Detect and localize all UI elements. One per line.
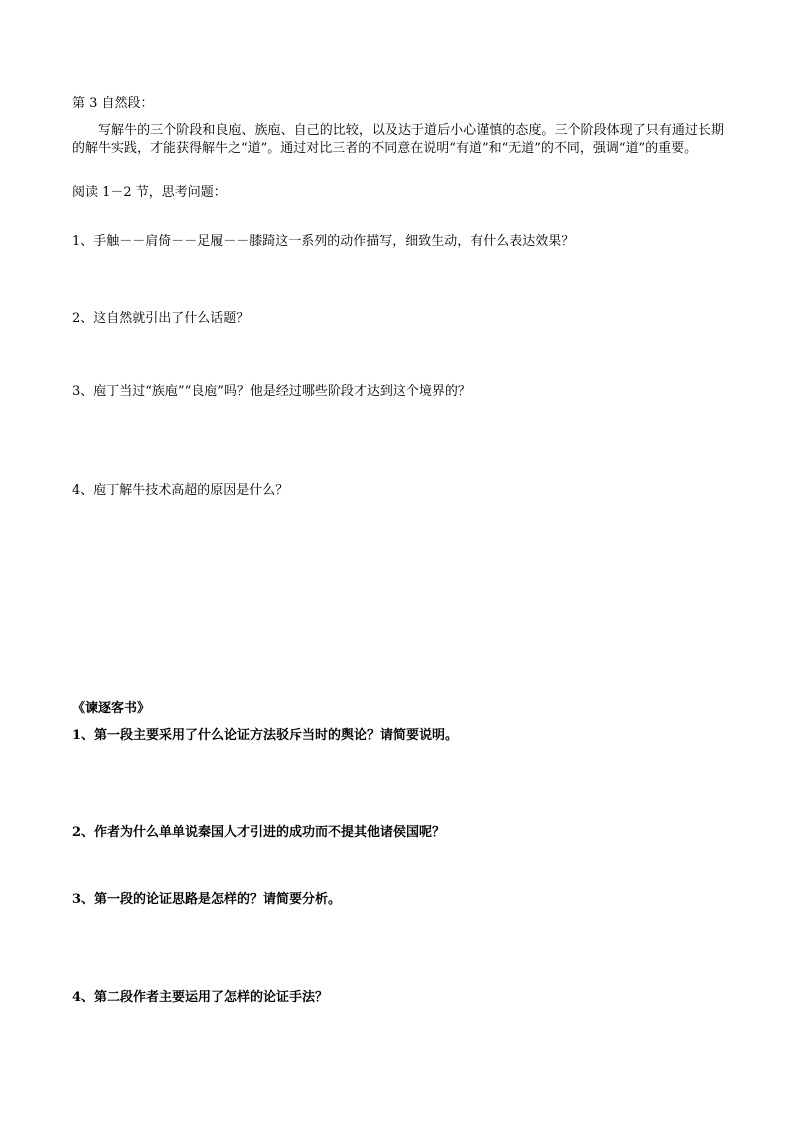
summary-paragraph: 写解牛的三个阶段和良庖、族庖、自己的比较，以及达于道后小心谨慎的态度。三个阶段体现了只有通过长期的解牛实践，才能获得解牛之“道”。通过对比三者的不同意在说明“有道”和“无道”的不同，强调“道”的重要。 [72,123,724,156]
essay-question-4: 4、第二段作者主要运用了怎样的论证手法？ [72,990,329,1005]
reading-prompt: 阅读 1－2 节，思考问题： [72,185,227,200]
essay-question-1: 1、第一段主要采用了什么论证方法驳斥当时的舆论？请简要说明。 [72,728,459,743]
essay-question-3: 3、第一段的论证思路是怎样的？请简要分析。 [72,892,342,907]
question-4: 4、庖丁解牛技术高超的原因是什么？ [72,483,289,498]
question-1: 1、手触－－肩倚－－足履－－膝踦这一系列的动作描写，细致生动，有什么表达效果？ [72,234,575,249]
section-heading: 第 3 自然段： [72,96,154,111]
question-2: 2、这自然就引出了什么话题？ [72,311,250,326]
essay-title: 《谏逐客书》 [72,701,151,716]
question-3: 3、庖丁当过“族庖”“良庖”吗？他是经过哪些阶段才达到这个境界的？ [72,384,471,399]
essay-question-2: 2、作者为什么单单说秦国人才引进的成功而不提其他诸侯国呢？ [72,825,446,840]
